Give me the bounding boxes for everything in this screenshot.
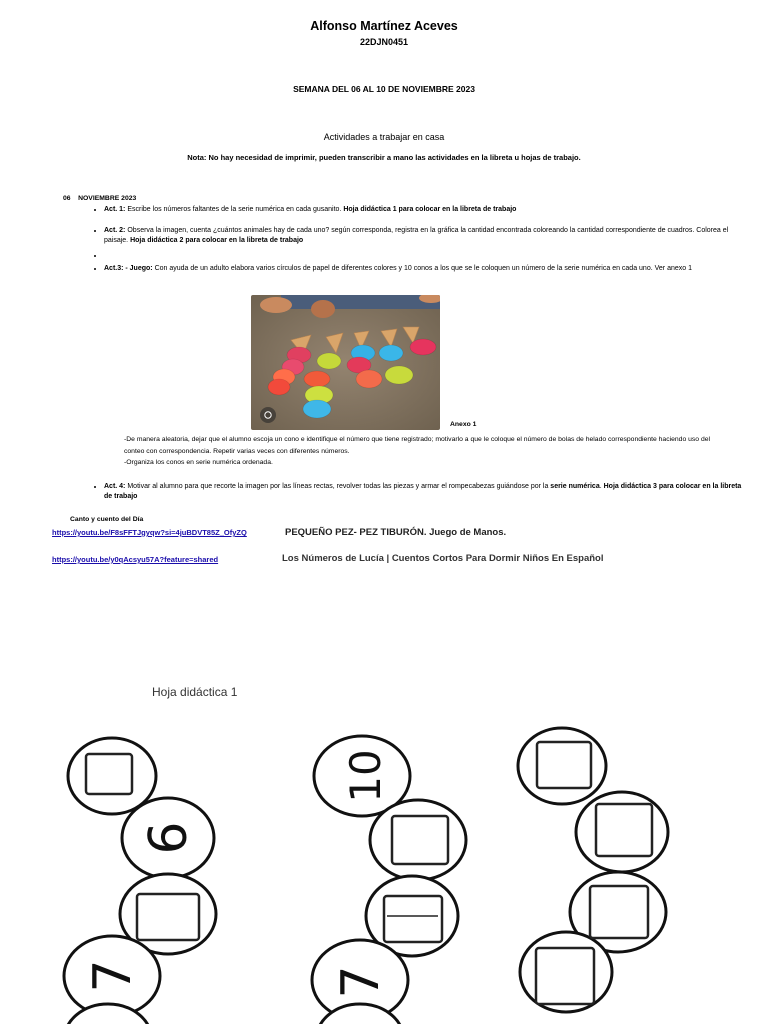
- anexo-label: Anexo 1: [450, 421, 477, 428]
- number-7-b: 7: [331, 965, 391, 999]
- worksheet-caterpillars: [0, 700, 768, 1024]
- week-title: SEMANA DEL 06 AL 10 DE NOVIEMBRE 2023: [293, 84, 475, 94]
- number-6: 6: [139, 821, 199, 855]
- subtitle: Actividades a trabajar en casa: [323, 132, 445, 142]
- activity-3: • Act.3: - Juego: Con ayuda de un adulto elabora varios círculos de papel de diferentes colores y 10 conos a los que se le coloquen un número de la serie numérica en cada uno. Ver anexo 1: [104, 264, 744, 274]
- number-7-a: 7: [83, 959, 143, 993]
- activity-2: • Act. 2: Observa la imagen, cuenta ¿cuántos animales hay de cada uno? según corresponda, registra en la gráfica la cantidad encontrada coloreando la cantidad correspondiente de cuadros. Colorea el paisaje. Hoja didáctica 2 para colocar en la libreta de trabajo: [104, 226, 744, 246]
- note: Nota: No hay necesidad de imprimir, pueden transcribir a mano las actividades en la libreta u hojas de trabajo.: [187, 153, 581, 162]
- school-code: 22DJN0451: [359, 37, 409, 47]
- anexo-line-2: -Organiza los conos en serie numérica ordenada.: [124, 459, 273, 466]
- video-title-1: PEQUEÑO PEZ- PEZ TIBURÓN. Juego de Manos.: [285, 527, 507, 538]
- number-10: 10: [341, 749, 390, 803]
- activity-4-list: [88, 482, 744, 502]
- activity-4: • Act. 4: Motivar al alumno para que recorte la imagen por las líneas rectas, revolver todas las piezas y armar el rompecabezas guiándose por la serie numérica. Hoja didáctica 3 para colocar en la libreta de trabajo: [104, 482, 744, 502]
- video-title-2: Los Números de Lucía | Cuentos Cortos Para Dormir Niños En Español: [282, 553, 604, 564]
- author-name: Alfonso Martínez Aceves: [310, 19, 458, 33]
- day-label: 06 NOVIEMBRE 2023: [63, 195, 137, 202]
- youtube-link-2[interactable]: https://youtu.be/y0qAcsyu57A?feature=shared: [52, 555, 219, 564]
- activity-empty: [104, 251, 744, 261]
- canto-label: Canto y cuento del Día: [70, 516, 144, 523]
- anexo-instructions: [124, 434, 724, 469]
- worksheet-title: Hoja didáctica 1: [152, 685, 238, 699]
- youtube-link-1[interactable]: https://youtu.be/F8sFFTJgyqw?si=4juBDVT85Z_OfyZQ: [52, 528, 247, 537]
- activity-1: • Act. 1: Escribe los números faltantes de la serie numérica en cada gusanito. Hoja didáctica 1 para colocar en la libreta de trabajo: [104, 205, 744, 215]
- ice-cream-cones-photo: [251, 295, 440, 430]
- anexo-line-1: -De manera aleatoria, dejar que el alumno escoja un cono e identifique el número que tiene registrado; motivarlo a que le coloque el número de bolas de helado correspondiente haciendo uso del conteo con correspondencia. Repetir varias veces con diferentes números.: [124, 436, 711, 455]
- activity-list: [88, 205, 744, 274]
